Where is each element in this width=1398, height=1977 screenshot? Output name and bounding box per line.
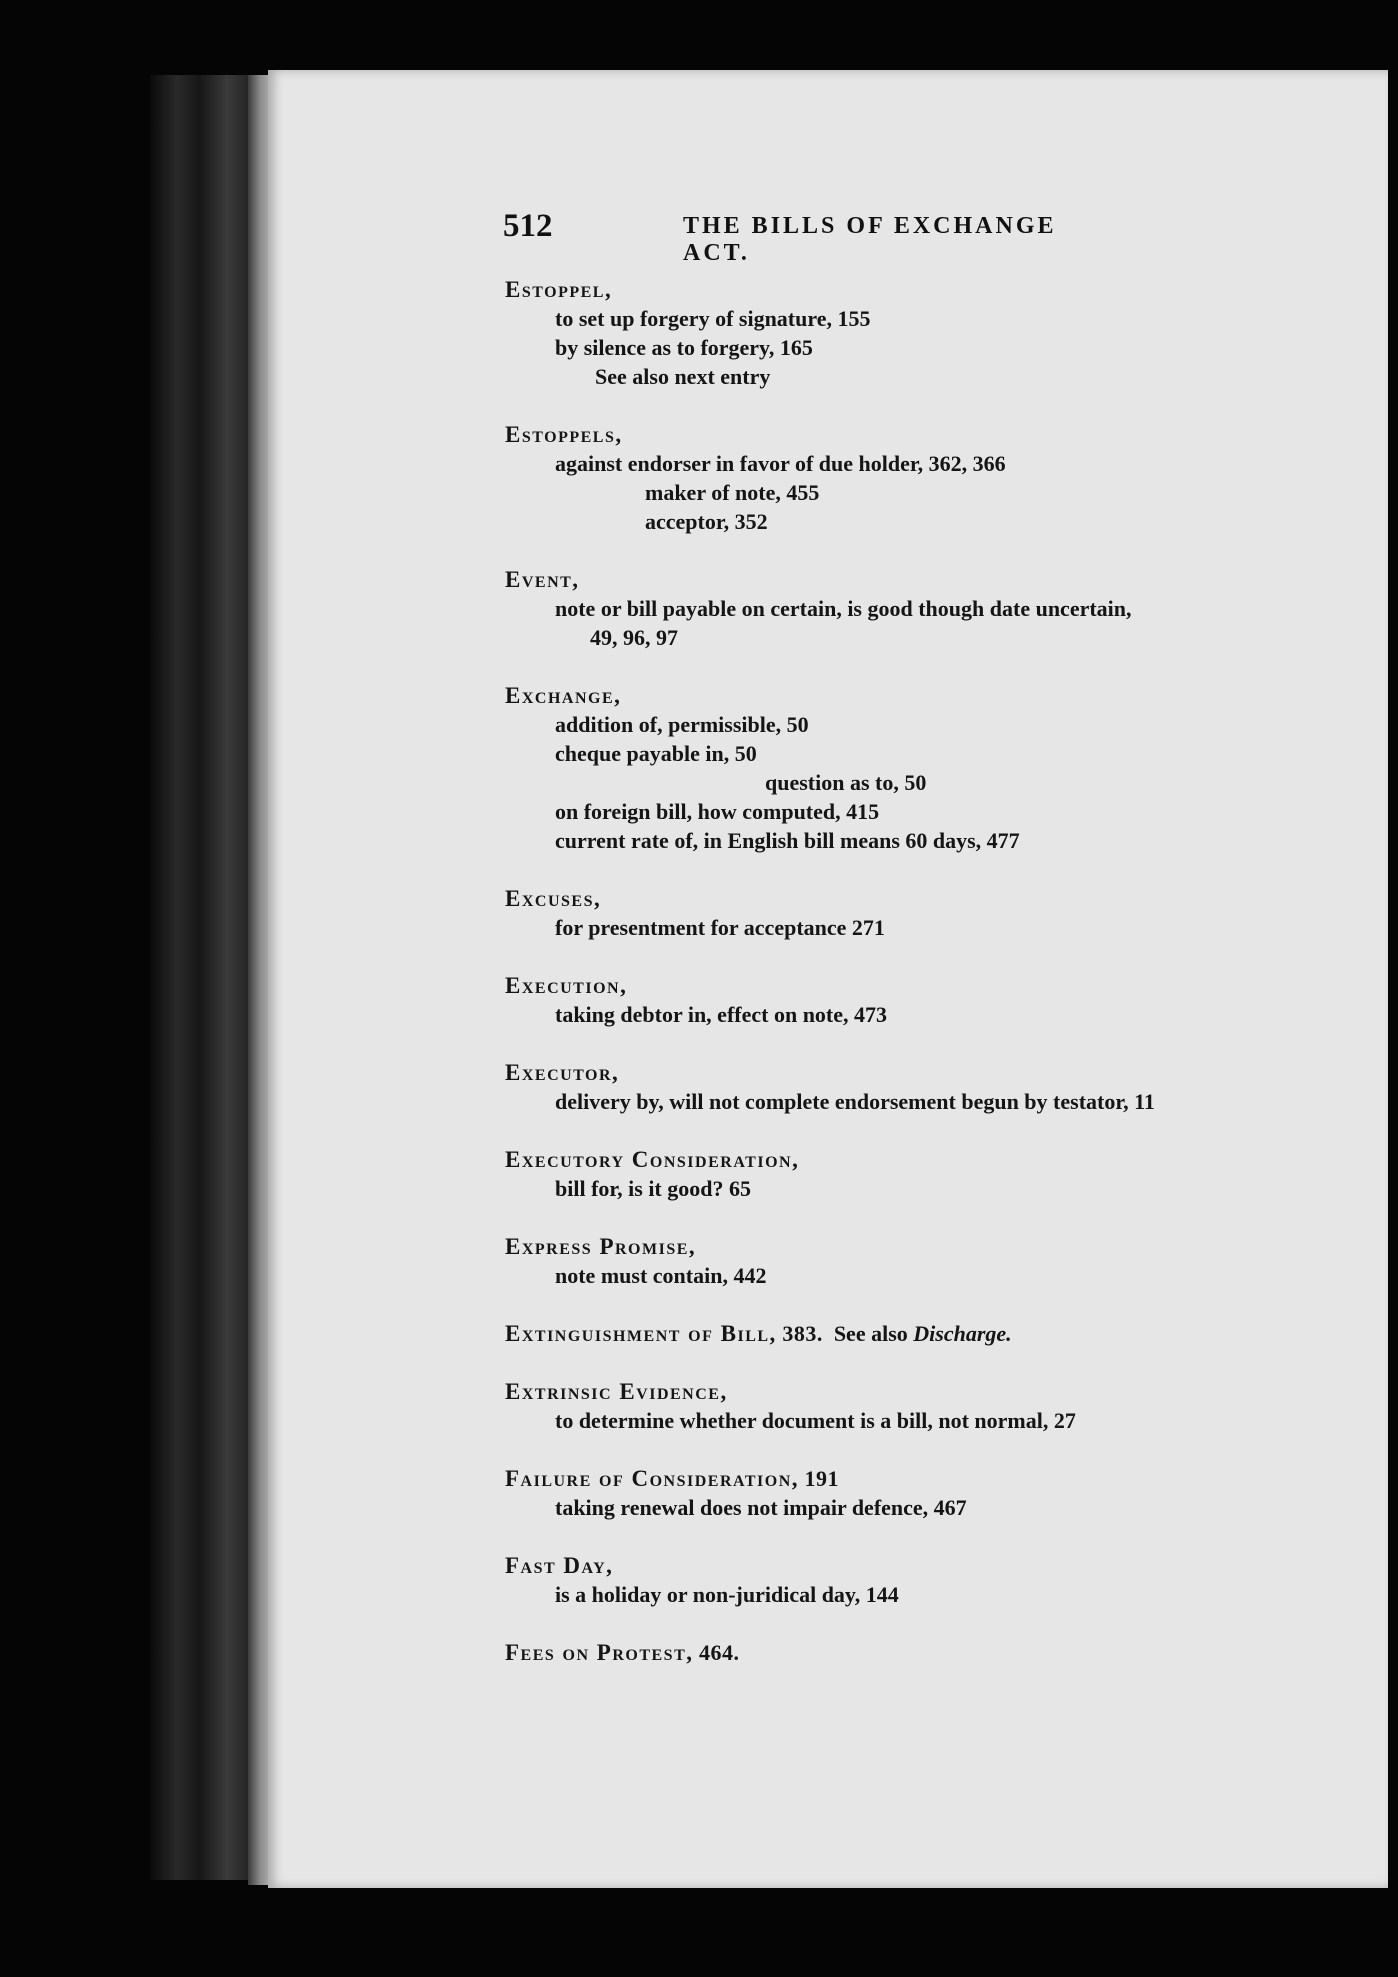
entry-line: to set up forgery of signature, 155 [555,306,871,331]
index-entry [505,1058,1285,1116]
index-entry [505,1377,1285,1435]
entry-see-term: Discharge. [913,1321,1012,1346]
entry-heading: Execution, [505,973,628,998]
entry-heading: Fees on Protest, [505,1640,694,1665]
index-entry [505,1551,1285,1609]
entry-line: acceptor, 352 [645,509,768,534]
entry-line: question as to, 50 [765,770,927,795]
entry-line: maker of note, 455 [645,480,820,505]
entry-heading: Executor, [505,1060,620,1085]
entry-heading: Express Promise, [505,1234,697,1259]
entry-page-reference: 191 [804,1466,840,1491]
index-entry [505,1145,1285,1203]
entry-line: 49, 96, 97 [590,625,678,650]
entry-line: addition of, permissible, 50 [555,712,809,737]
entry-line: taking debtor in, effect on note, 473 [555,1002,888,1027]
entry-heading: Estoppel, [505,277,613,302]
entry-line: current rate of, in English bill means 60 days, 477 [555,828,1020,853]
index-entry [505,275,1285,391]
entry-page-reference: 464. [699,1640,740,1665]
book-page-edges [150,75,260,1880]
index-entry [505,681,1285,855]
entry-line: by silence as to forgery, 165 [555,335,813,360]
entry-line: to determine whether document is a bill, not normal, 27 [555,1408,1076,1433]
entry-heading: Event, [505,567,580,592]
entry-line: against endorser in favor of due holder, 362, 366 [555,451,1006,476]
entry-line: is a holiday or non-juridical day, 144 [555,1582,899,1607]
entry-heading: Executory Consideration, [505,1147,800,1172]
index-entries [505,275,1285,1696]
index-entry [505,420,1285,536]
entry-see-also: See also [833,1321,908,1346]
entry-line: bill for, is it good? 65 [555,1176,751,1201]
entry-heading: Exchange, [505,683,622,708]
entry-cross-reference: See also next entry [595,364,771,389]
entry-line: delivery by, will not complete endorsement begun by testator, 11 [555,1089,1155,1114]
entry-heading: Failure of Consideration, [505,1466,800,1491]
entry-line: taking renewal does not impair defence, 467 [555,1495,967,1520]
index-entry [505,565,1285,652]
entry-heading: Extrinsic Evidence, [505,1379,728,1404]
entry-line: note or bill payable on certain, is good though date uncertain, [555,596,1132,621]
entry-page-reference: 383. [782,1321,823,1346]
entry-heading: Fast Day, [505,1553,614,1578]
entry-heading: Extinguishment of Bill, [505,1321,777,1346]
index-entry [505,971,1285,1029]
entry-line: cheque payable in, 50 [555,741,757,766]
entry-line: on foreign bill, how computed, 415 [555,799,880,824]
page-header [503,208,1103,266]
entry-heading: Estoppels, [505,422,623,447]
page-number: 512 [503,208,553,244]
entry-heading: Excuses, [505,886,602,911]
running-title: THE BILLS OF EXCHANGE ACT. [683,213,1057,266]
index-entry [505,884,1285,942]
entry-line: note must contain, 442 [555,1263,767,1288]
index-entry [505,1638,1285,1667]
index-entry [505,1464,1285,1522]
index-entry [505,1319,1285,1348]
entry-line: for presentment for acceptance 271 [555,915,885,940]
index-entry [505,1232,1285,1290]
